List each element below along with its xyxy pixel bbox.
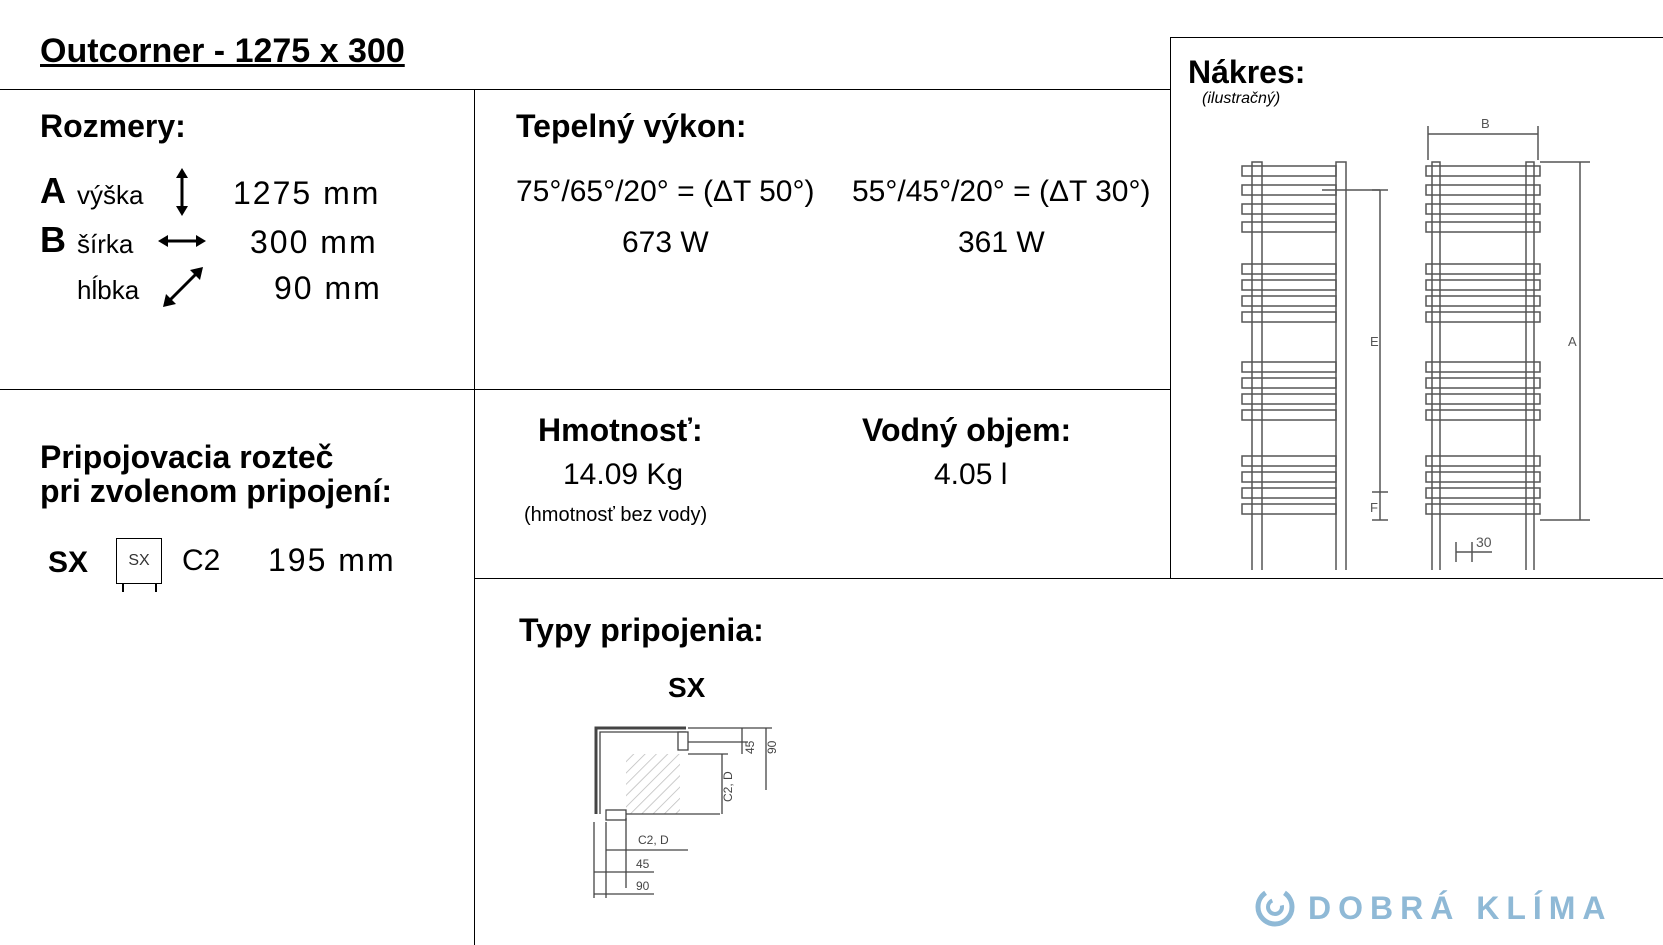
water-volume-value: 4.05 l [934,458,1008,491]
drawing-label-e: E [1370,334,1379,349]
drawing-label-b: B [1481,116,1490,131]
connection-sx-diagram [590,718,790,908]
heat-output-condition-dt30: 55°/45°/20° = (ΔT 30°) [852,175,1151,208]
water-volume-heading: Vodný objem: [862,412,1072,448]
bottom-row-divider [474,578,1663,579]
connection-type-label: SX [48,546,89,579]
dimensions-heading: Rozmery: [40,108,186,144]
heat-output-value-dt50: 673 W [622,226,709,259]
dimension-label-height: výška [77,180,144,210]
connection-type-box [116,538,162,584]
connection-type-box-label: SX [128,552,150,569]
drawing-heading: Nákres: [1188,54,1306,90]
drawing-note: (ilustračný) [1202,90,1281,107]
dimension-letter-a: A [40,170,66,211]
dim-label-c2d-horizontal: C2, D [638,833,669,847]
dimension-label-depth: hĺbka [77,275,140,305]
diagonal-arrow-icon [162,266,204,308]
title-underline-divider [0,89,1170,90]
dimension-label-width: šírka [77,229,134,259]
connection-box-leg-right [155,584,157,592]
drawing-box-left [1170,37,1171,579]
drawing-box-top [1170,37,1663,38]
dim-label-45-horizontal: 45 [636,857,650,871]
heat-output-heading: Tepelný výkon: [516,108,747,144]
dimension-value-width: 300 mm [250,224,378,260]
brand-logo-text: DOBRÁ KLÍMA [1308,890,1613,926]
drawing-label-f: F [1370,500,1378,515]
connection-spacing-heading-line1: Pripojovacia rozteč [40,439,334,475]
left-row-divider [0,389,474,390]
dimension-value-height: 1275 mm [233,175,381,211]
dimension-letter-b: B [40,219,66,260]
drawing-label-a: A [1568,334,1577,349]
dim-label-c2d-vertical: C2, D [721,771,735,802]
radiator-technical-drawing [1230,110,1590,570]
weight-heading: Hmotnosť: [538,412,703,448]
horizontal-arrow-icon [158,229,206,253]
drawing-label-offset: 30 [1476,534,1492,550]
connection-types-label: SX [668,672,706,703]
page-title: Outcorner - 1275 x 300 [40,32,405,70]
heat-output-value-dt30: 361 W [958,226,1045,259]
brand-logo-icon [1254,886,1296,928]
connection-spacing-heading-line2: pri zvolenom pripojení: [40,473,393,509]
dim-label-90-horizontal: 90 [636,879,650,893]
vertical-arrow-icon [170,168,194,216]
dim-label-45-vertical: 45 [743,740,757,754]
dimension-value-depth: 90 mm [274,270,382,306]
connection-box-leg-left [122,584,124,592]
connection-code: C2 [182,544,221,577]
middle-row-divider [474,389,1170,390]
weight-value: 14.09 Kg [563,458,684,491]
dim-label-90-vertical: 90 [765,740,779,754]
weight-note: (hmotnosť bez vody) [524,504,708,526]
left-column-divider [474,89,475,945]
connection-types-heading: Typy pripojenia: [519,612,764,648]
connection-spacing-value: 195 mm [268,542,396,578]
heat-output-condition-dt50: 75°/65°/20° = (ΔT 50°) [516,175,815,208]
